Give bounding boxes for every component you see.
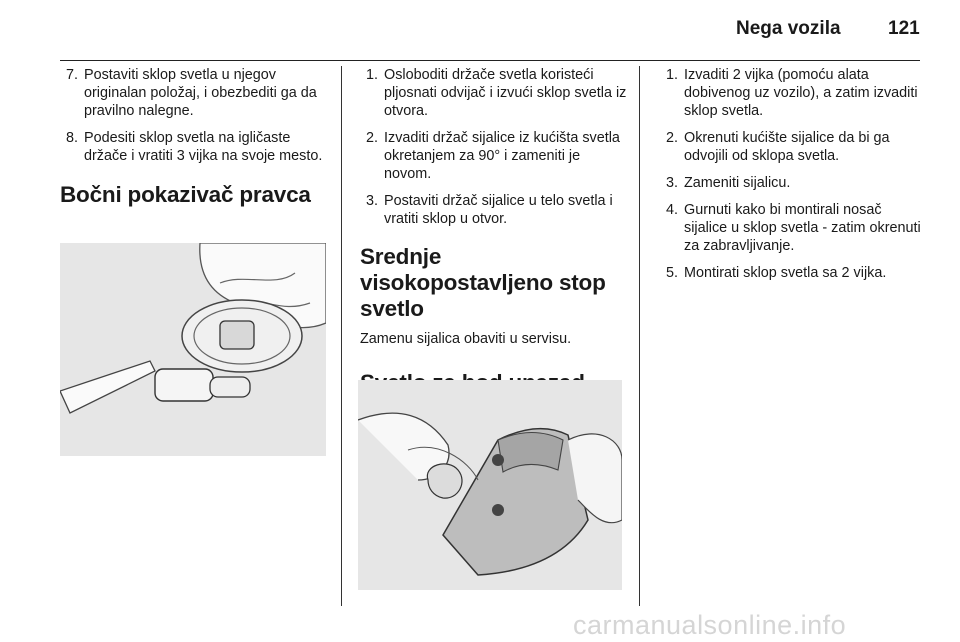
header-title: Nega vozila [736, 18, 841, 39]
column-divider-1 [341, 66, 342, 606]
paragraph: Zamenu sijalica obaviti u servisu. [360, 331, 572, 347]
column-divider-2 [639, 66, 640, 606]
list-item: 4. Gurnuti kako bi montirali nosač sijalice u sklop svetla - zatim okrenuti za zabravljivanje. [666, 202, 921, 254]
header-rule [60, 60, 920, 61]
side-indicator-illustration [60, 243, 326, 456]
list-item: 7. Postaviti sklop svetla u njegov originalan položaj, i obezbediti ga da pravilno nalegne. [66, 67, 317, 119]
column-3 [660, 66, 922, 291]
list-item: 8. Podesiti sklop svetla na igličaste držače i vratiti 3 vijka na svoje mesto. [66, 130, 323, 164]
step-list [60, 66, 332, 165]
list-item: 2. Izvaditi držač sijalice iz kućišta svetla okretanjem za 90° i zameniti je novom. [366, 130, 620, 182]
column-1 [60, 66, 332, 208]
reverse-light-illustration [358, 380, 622, 590]
list-item: 3. Zameniti sijalicu. [666, 175, 791, 191]
section-heading: Bočni pokazivač pravca [60, 182, 311, 207]
section-heading: Srednje visokopostavljeno stop svetlo [360, 244, 606, 321]
list-item: 5. Montirati sklop svetla sa 2 vijka. [666, 265, 887, 281]
step-list [660, 66, 922, 282]
list-item: 1. Osloboditi držače svetla koristeći pljosnati odvijač i izvući sklop svetla iz otvora. [366, 67, 627, 119]
watermark: carmanualsonline.info [573, 610, 847, 640]
page-number: 121 [888, 18, 920, 39]
step-list [360, 66, 630, 228]
list-item: 1. Izvaditi 2 vijka (pomoću alata dobivenog uz vozilo), a zatim izvaditi sklop svetla. [666, 67, 918, 119]
column-2 [360, 66, 630, 396]
list-item: 2. Okrenuti kućište sijalice da bi ga odvojili od sklopa svetla. [666, 130, 890, 164]
list-item: 3. Postaviti držač sijalice u telo svetla i vratiti sklop u otvor. [366, 193, 613, 227]
